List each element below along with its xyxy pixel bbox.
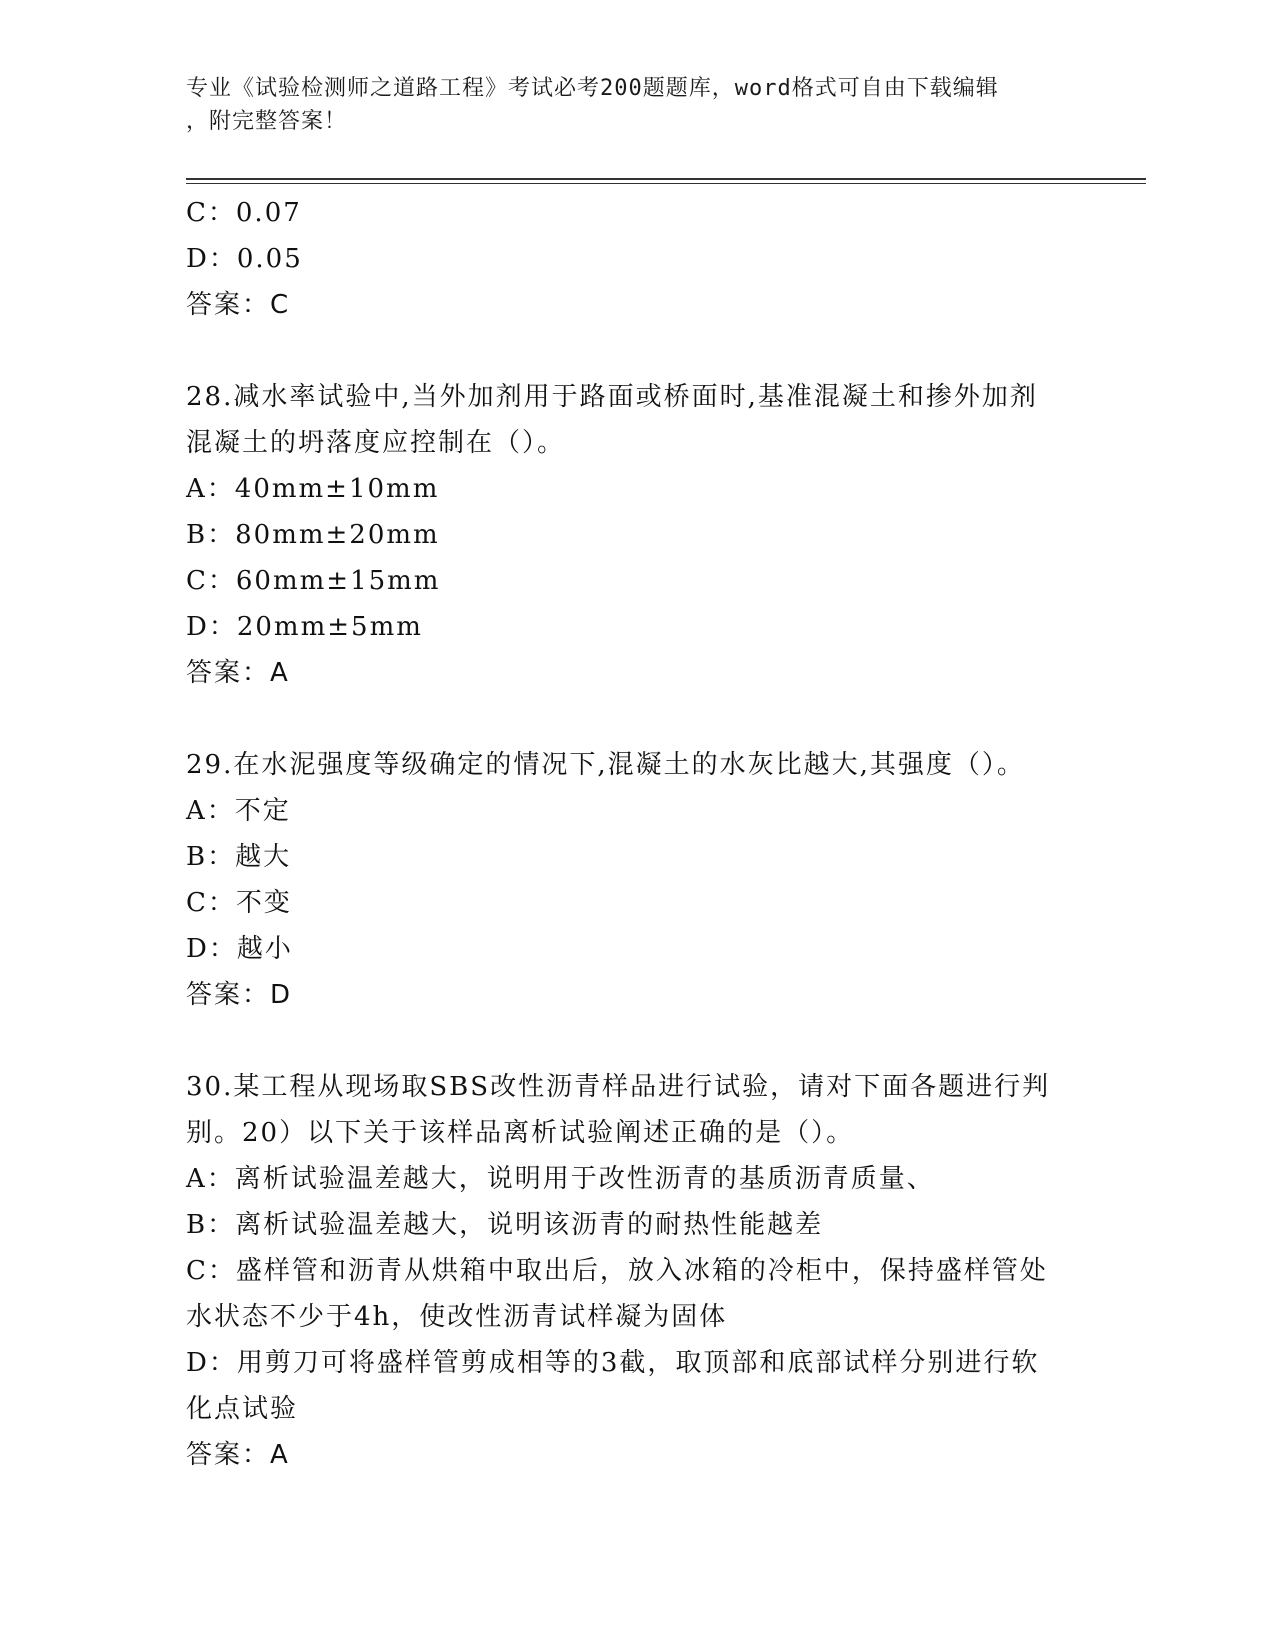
option-b: B：离析试验温差越大，说明该沥青的耐热性能越差 <box>186 1210 824 1240</box>
option-d: D：0.05 <box>186 244 303 274</box>
question-28 <box>186 374 1086 696</box>
page-header <box>186 72 1066 138</box>
option-c: C：60mm±15mm <box>186 566 441 596</box>
header-divider-thick <box>186 178 1146 180</box>
option-c: C：盛样管和沥青从烘箱中取出后，放入冰箱的冷柜中，保持盛样管处 <box>186 1256 1048 1286</box>
option-c: C：不变 <box>186 888 292 918</box>
header-line-2: ，附完整答案！ <box>186 109 348 134</box>
answer-line: 答案：C <box>186 290 291 320</box>
option-d-continued: 化点试验 <box>186 1394 299 1424</box>
header-divider-thin <box>186 183 1146 184</box>
option-b: B：80mm±20mm <box>186 520 440 550</box>
answer-line: 答案：D <box>186 980 293 1010</box>
question-29 <box>186 742 1086 1018</box>
header-line-1: 专业《试验检测师之道路工程》考试必考200题题库，word格式可自由下载编辑 <box>186 76 999 101</box>
option-c-continued: 水状态不少于4h，使改性沥青试样凝为固体 <box>186 1302 728 1332</box>
question-27-tail <box>186 190 1086 328</box>
question-30 <box>186 1064 1086 1478</box>
option-a: A：离析试验温差越大，说明用于改性沥青的基质沥青质量、 <box>186 1164 935 1194</box>
question-text: 29.在水泥强度等级确定的情况下,混凝土的水灰比越大,其强度（）。 <box>186 750 1025 780</box>
option-c: C：0.07 <box>186 198 302 228</box>
option-d: D：用剪刀可将盛样管剪成相等的3截，取顶部和底部试样分别进行软 <box>186 1348 1040 1378</box>
option-a: A：不定 <box>186 796 291 826</box>
answer-line: 答案：A <box>186 1440 290 1470</box>
option-d: D：20mm±5mm <box>186 612 423 642</box>
option-d: D：越小 <box>186 934 293 964</box>
document-body <box>186 190 1086 1478</box>
question-text: 28.减水率试验中,当外加剂用于路面或桥面时,基准混凝土和掺外加剂 <box>186 382 1038 412</box>
question-text: 别。20）以下关于该样品离析试验阐述正确的是（）。 <box>186 1118 855 1148</box>
answer-line: 答案：A <box>186 658 290 688</box>
question-text: 30.某工程从现场取SBS改性沥青样品进行试验，请对下面各题进行判 <box>186 1072 1051 1102</box>
option-a: A：40mm±10mm <box>186 474 440 504</box>
option-b: B：越大 <box>186 842 292 872</box>
question-text: 混凝土的坍落度应控制在（）。 <box>186 428 566 458</box>
